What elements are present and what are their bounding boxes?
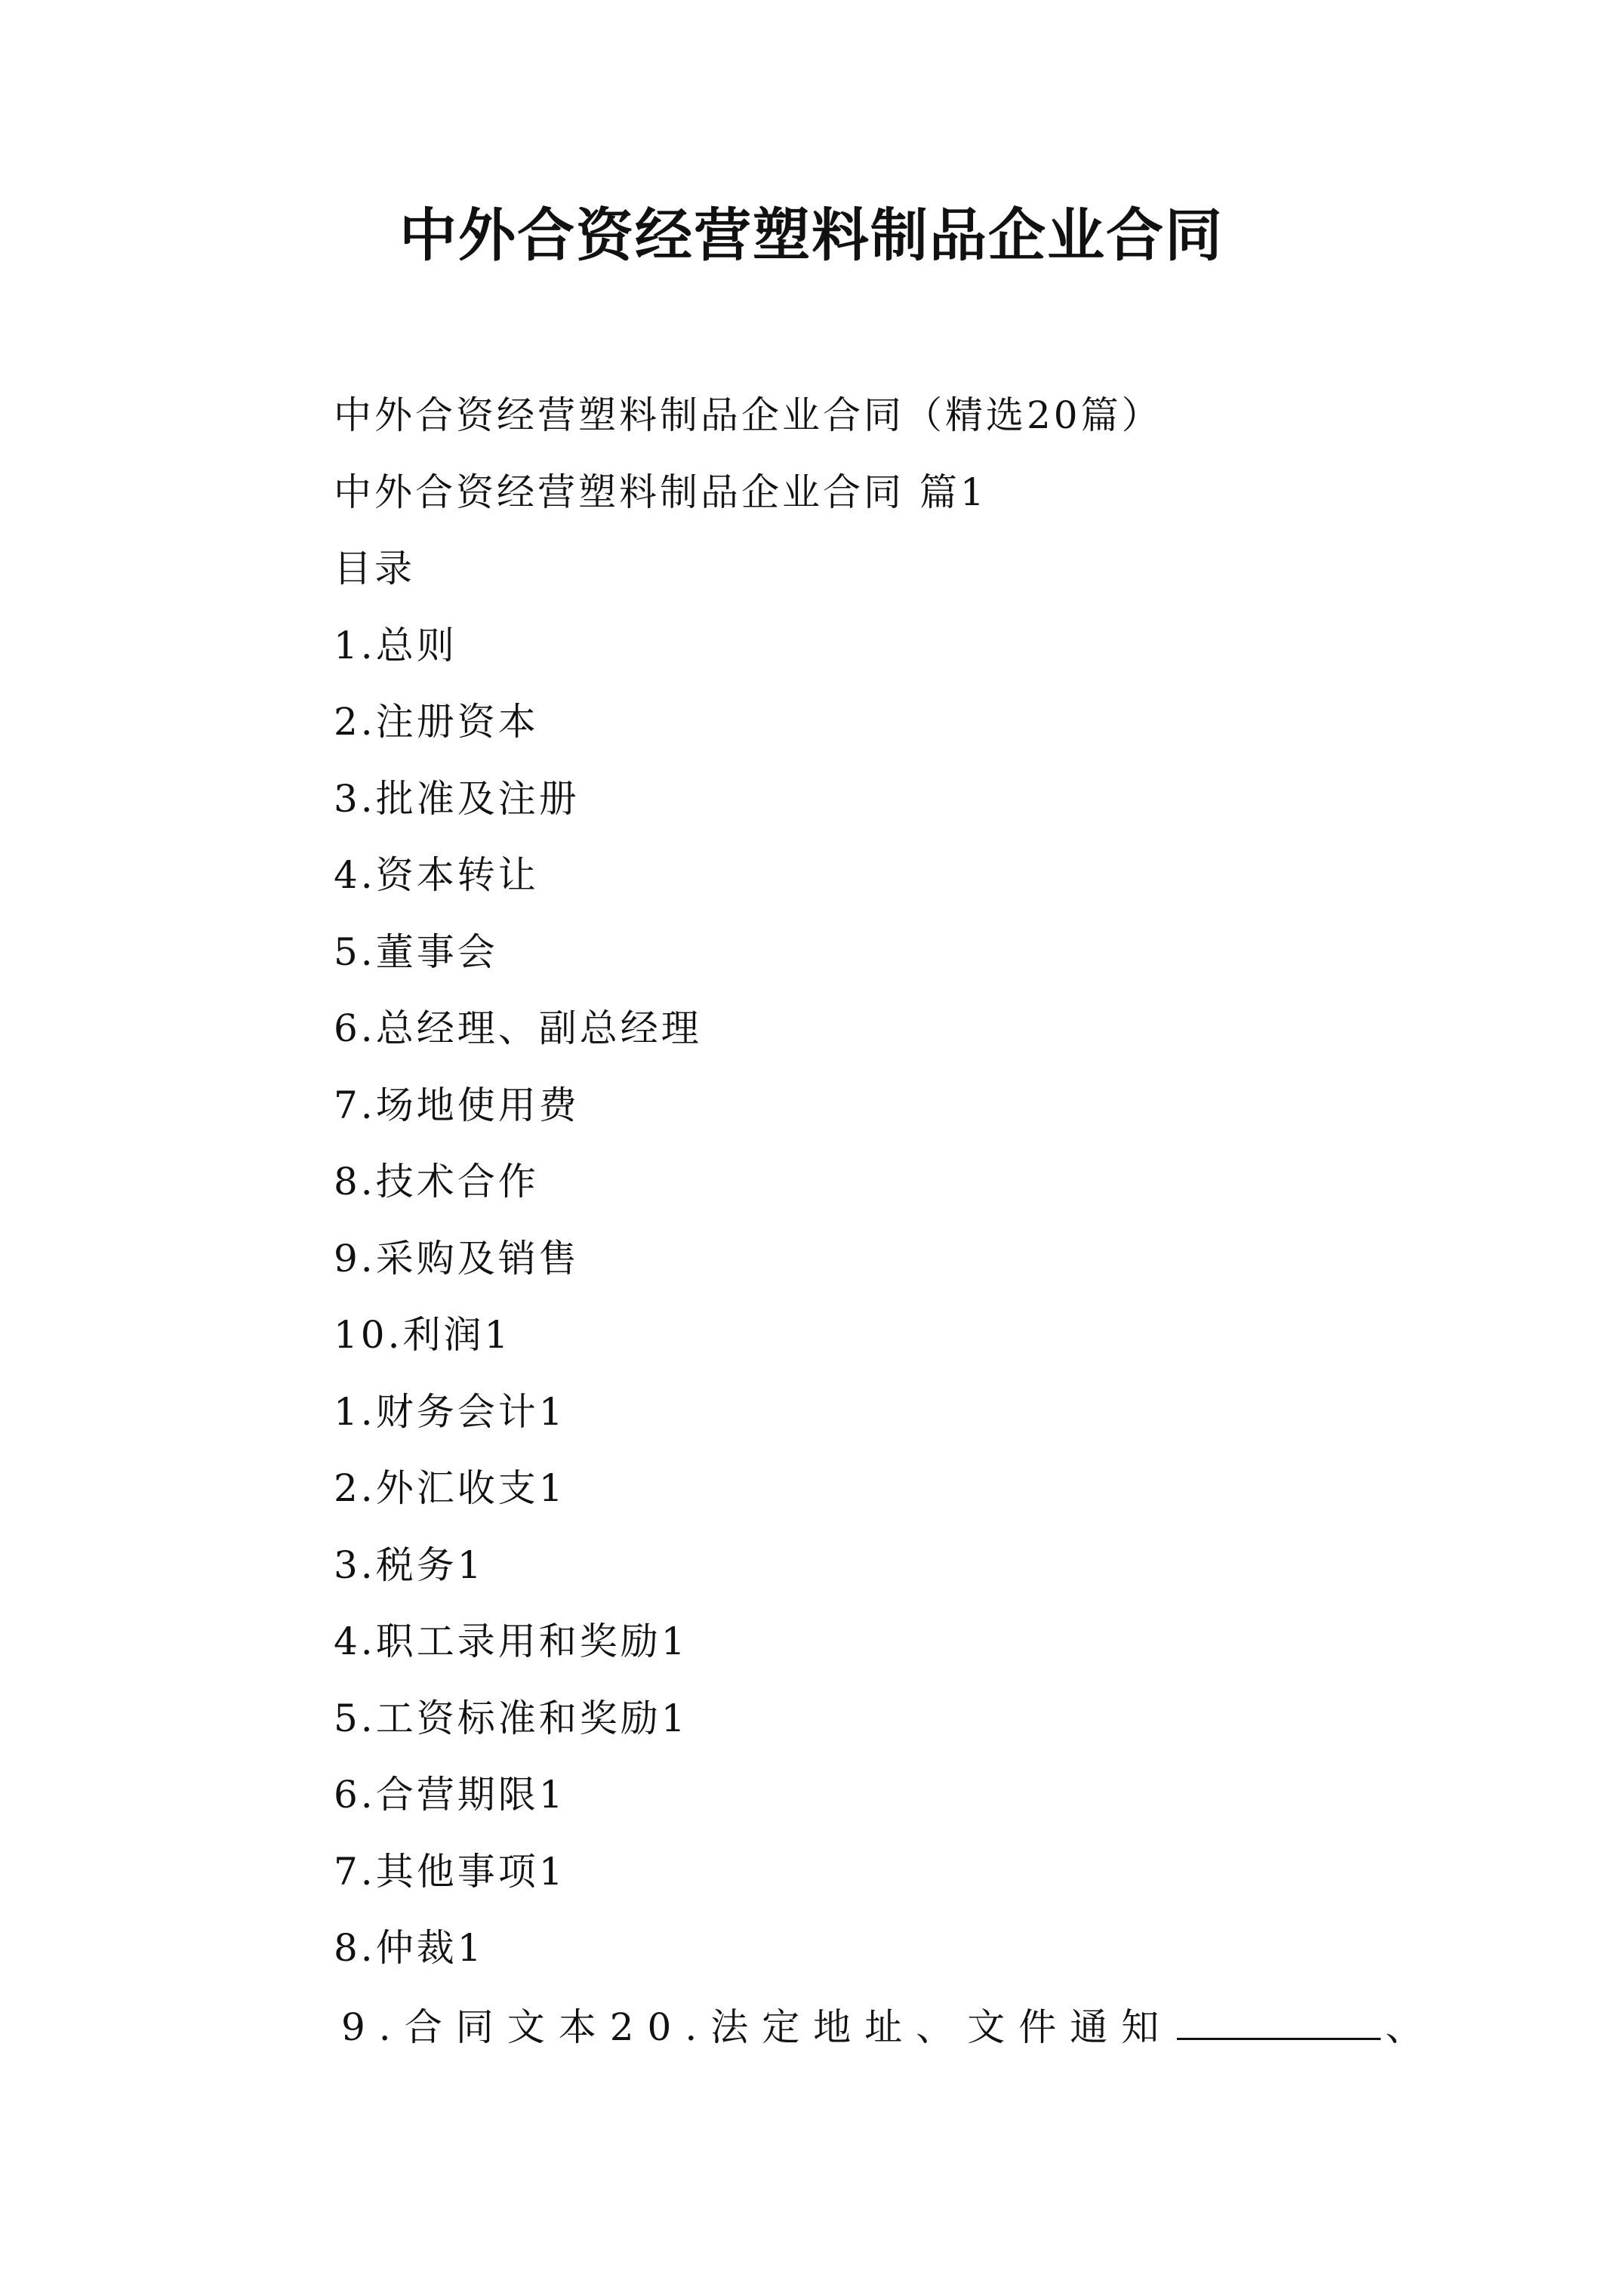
toc-item: 7.场地使用费 (334, 1083, 580, 1127)
toc-item: 1.财务会计1 (334, 1390, 566, 1434)
toc-item: 10.利润1 (334, 1313, 512, 1357)
toc-item: 7.其他事项1 (334, 1850, 566, 1894)
toc-item: 6.总经理、副总经理 (334, 1006, 702, 1050)
toc-item: 3.批准及注册 (334, 777, 580, 821)
toc-item: 4.职工录用和奖励1 (334, 1620, 688, 1663)
toc-item: 9.采购及销售 (334, 1237, 580, 1281)
toc-item: 8.技术合作 (334, 1160, 539, 1203)
last-line-punctuation: 、 (1385, 2005, 1437, 2049)
last-line-text: 9.合同文本20.法定地址、文件通知 (341, 2005, 1173, 2049)
toc-heading: 目录 (334, 547, 415, 590)
toc-item: 1.总则 (334, 624, 457, 667)
toc-item: 2.注册资本 (334, 700, 539, 744)
toc-item: 5.工资标准和奖励1 (334, 1697, 688, 1740)
toc-item: 8.仲裁1 (334, 1926, 485, 1970)
document-subtitle: 中外合资经营塑料制品企业合同（精选20篇） (334, 393, 1163, 437)
toc-item: 2.外汇收支1 (334, 1466, 566, 1510)
toc-item: 5.董事会 (334, 930, 498, 974)
toc-item: 4.资本转让 (334, 853, 539, 897)
fill-in-blank (1177, 1999, 1381, 2040)
toc-item: 3.税务1 (334, 1543, 485, 1587)
document-title: 中外合资经营塑料制品企业合同 (399, 202, 1224, 269)
last-line (341, 1999, 1437, 2054)
toc-item: 6.合营期限1 (334, 1773, 566, 1817)
section-heading: 中外合资经营塑料制品企业合同 篇1 (334, 470, 987, 514)
